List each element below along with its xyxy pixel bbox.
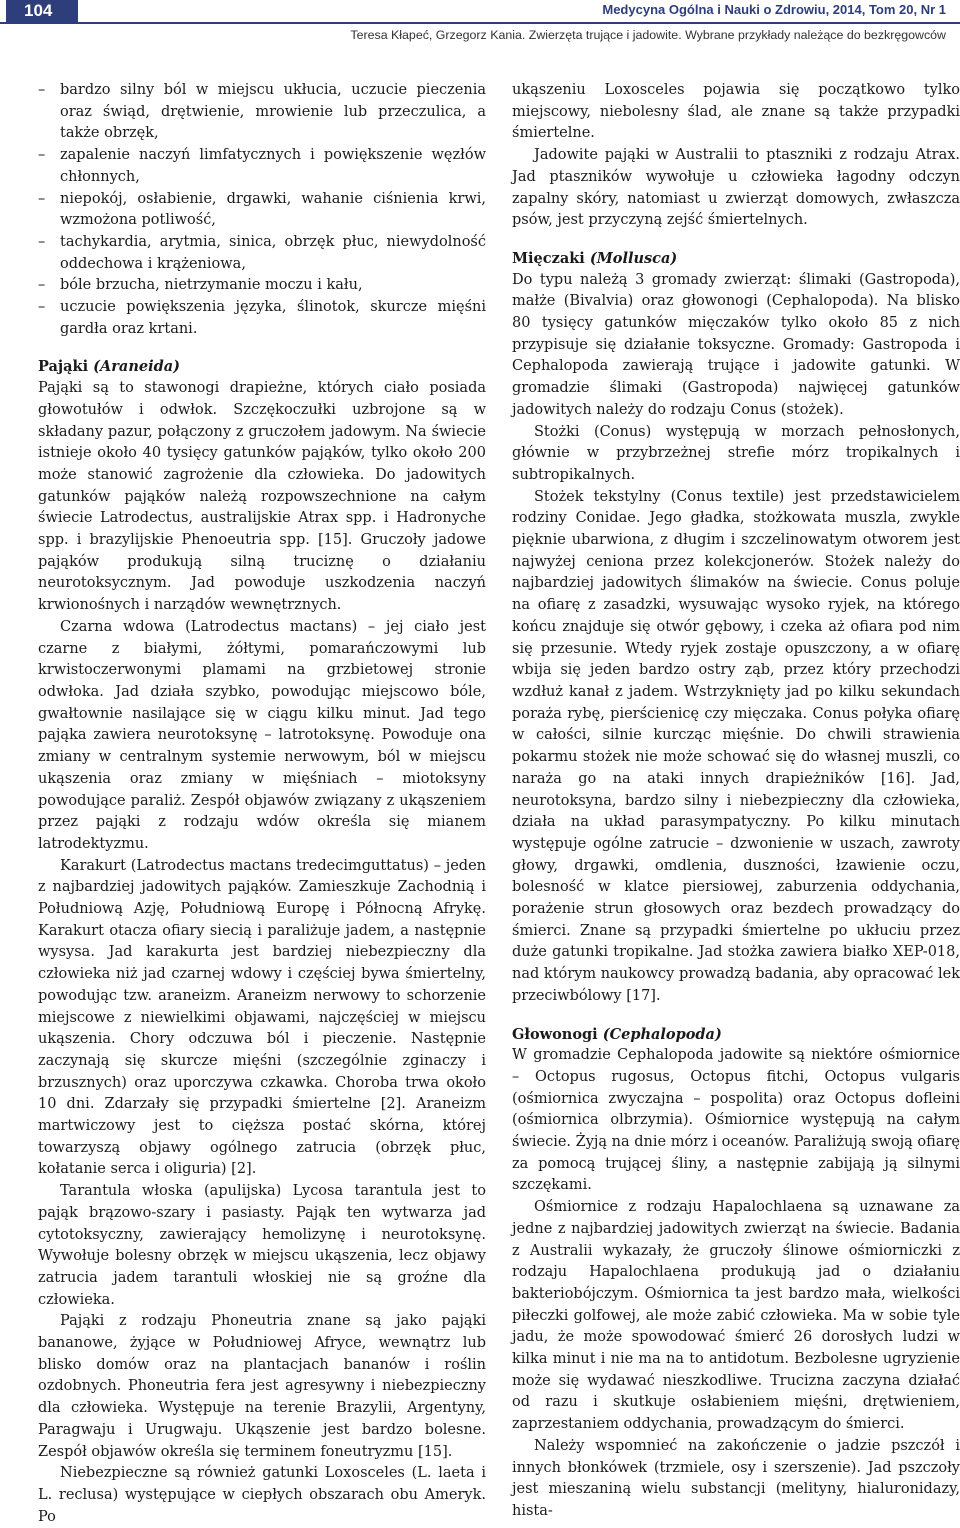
symptom-item: – niepokój, osłabienie, drgawki, wahanie ciśnienia krwi, wzmożona potliwość, <box>38 189 486 232</box>
section-heading-molluscs: Mięczaki (Mollusca) <box>512 249 678 267</box>
paragraph: Karakurt (Latrodectus mactans tredecimguttatus) – jeden z najbardziej jadowitych pająków. Zamieszkuje Zachodnią i Południową Azję, Południową Europę i Północną Afrykę. Karakurt otacza ofiary siecią i paraliżuje jadem, a następnie wysysa. Jad karakurta jest bardziej niebezpieczny dla człowieka niż jad czarnej wdowy i częściej bywa śmiertelny, powodując tzw. araneizm. Araneizm nerwowy to schorzenie miejscowe z niewielkimi objawami, najczęściej w miejscu ukąszenia. Chory odczuwa ból i pieczenie. Następnie zaczynają się skurcze mięśni (szczególnie zginaczy i brzusznych) oraz uporczywa czkawka. Choroba trwa około 10 dni. Zdarzały się przypadki śmiertelne [2]. Araneizm martwiczowy jest to cięższa postać skórna, której towarzyszą objawy ogólnego zatrucia (obrzęk płuc, kołatanie serca i oliguria) [2]. <box>38 857 486 1178</box>
paragraph: Pająki z rodzaju Phoneutria znane są jako pająki bananowe, żyjące w Południowej Afryce, wewnątrz lub blisko domów oraz na plantacjach bananów i roślin ozdobnych. Phoneutria fera jest agresywny i niebezpieczny dla człowieka. Występuje na terenie Brazylii, Argentyny, Paragwaju i Urugwaju. Ukąszenie jest bardzo bolesne. Zespół objawów określa się terminem foneutryzmu [15]. <box>38 1313 486 1460</box>
symptom-item: – bardzo silny ból w miejscu ukłucia, uczucie pieczenia oraz świąd, drętwienie, mrowienie lub przeczulica, a także obrzęk, <box>38 80 486 145</box>
running-head: Teresa Kłapeć, Grzegorz Kania. Zwierzęta trujące i jadowite. Wybrane przykłady należące do bezkręgowców <box>350 28 946 42</box>
right-column <box>512 80 960 1523</box>
paragraph: ukąszeniu Loxosceles pojawia się początkowo tylko miejscowy, niebolesny ślad, ale znane są także przypadki śmiertelne. <box>512 82 960 142</box>
page-header <box>0 0 960 26</box>
page-number: 104 <box>6 0 78 22</box>
symptom-item: – zapalenie naczyń limfatycznych i powiększenie węzłów chłonnych, <box>38 145 486 188</box>
symptom-item: – tachykardia, arytmia, sinica, obrzęk płuc, niewydolność oddechowa i krążeniowa, <box>38 232 486 275</box>
paragraph: Stożki (Conus) występują w morzach pełnosłonych, głównie w przybrzeżnej strefie mórz tropikalnych i subtropikalnych. <box>512 423 960 483</box>
paragraph: Jadowite pająki w Australii to ptaszniki z rodzaju Atrax. Jad ptaszników wywołuje u człowieka łagodny odczyn zapalny skóry, natomiast u zwierząt domowych, zwłaszcza psów, jest przyczyną zejść śmiertelnych. <box>512 147 960 229</box>
paragraph: W gromadzie Cephalopoda jadowite są niektóre ośmiornice – Octopus rugosus, Octopus fitchi, Octopus vulgaris (ośmiornica zwyczajna – pospolita) oraz Octopus dofleini (ośmiornica olbrzymia). Ośmiornice występują na całym świecie. Żyją na dnie mórz i oceanów. Paraliżują swoją ofiarę za pomocą trującej śliny, a następnie zabijają ją silnymi szczękami. <box>512 1047 960 1194</box>
header-rule <box>0 22 960 24</box>
paragraph: Czarna wdowa (Latrodectus mactans) – jej ciało jest czarne z białymi, żółtymi, pomarańczowymi lub krwistoczerwonymi plamami na grzbietowej stronie odwłoka. Jad działa szybko, powodując miejscowo bóle, gwałtownie nasilające się w ciągu kilku minut. Jad tego pająka zawiera neurotoksynę – latrotoksynę. Powoduje ona zmiany w centralnym systemie nerwowym, ból w miejscu ukąszenia oraz zmiany w mięśniach – miotoksyny powodujące paraliż. Zespół objawów związany z ukąszeniem przez pająki z rodzaju wdów określa się mianem latrodektyzmu. <box>38 618 486 852</box>
paragraph: Do typu należą 3 gromady zwierząt: ślimaki (Gastropoda), małże (Bivalvia) oraz głowonogi (Cephalopoda). Na blisko 80 tysięcy gatunków mięczaków tylko około 85 z nich przypisuje się działanie toksyczne. Gromady: Gastropoda i Cephalopoda zawierają trujące i jadowite gatunki. W gromadzie ślimaki (Gastropoda) najwięcej gatunków jadowitych należy do rodzaju Conus (stożek). <box>512 271 960 418</box>
section-heading-cephalopods: Głowonogi (Cephalopoda) <box>512 1025 722 1043</box>
paragraph: Należy wspomnieć na zakończenie o jadzie pszczół i innych błonkówek (trzmiele, osy i szerszenie). Jad pszczoły jest mieszaniną wielu substancji (melityny, hialuronidazy, hista- <box>512 1437 960 1519</box>
symptom-item: – bóle brzucha, nietrzymanie moczu i kału, <box>38 275 486 297</box>
left-column <box>38 80 486 1528</box>
section-heading-spiders: Pająki (Araneida) <box>38 358 180 376</box>
journal-citation: Medycyna Ogólna i Nauki o Zdrowiu, 2014, Tom 20, Nr 1 <box>602 2 946 17</box>
paragraph: Niebezpieczne są również gatunki Loxosceles (L. laeta i L. reclusa) występujące w ciepłych obszarach obu Ameryk. Po <box>38 1465 486 1525</box>
symptom-item: – uczucie powiększenia języka, ślinotok, skurcze mięśni gardła oraz krtani. <box>38 297 486 340</box>
symptom-list <box>38 80 486 340</box>
paragraph: Ośmiornice z rodzaju Hapalochlaena są uznawane za jedne z najbardziej jadowitych zwierząt na świecie. Badania z Australii wykazały, że gruczoły ślinowe ośmiorniczki z rodzaju Hapalochlaena produkują jad o działaniu bakteriobójczym. Ośmiornica ta jest bardzo mała, wielkości piłeczki golfowej, ale może zabić człowieka. Ma w sobie tyle jadu, że może spowodować śmierć 26 dorosłych ludzi w kilka minut i nie ma na to antidotum. Bezbolesne ugryzienie może się wydawać nieszkodliwe. Trucizna zaczyna działać od razu i skutkuje osłabieniem mięśni, drętwieniem, zaprzestaniem oddychania, prowadzącym do śmierci. <box>512 1199 960 1433</box>
paragraph: Tarantula włoska (apulijska) Lycosa tarantula jest to pająk brązowo-szary i pasiasty. Pająk ten wytwarza jad cytotoksyczny, zawierający hemolizynę i neurotoksynę. Wywołuje bolesny obrzęk w miejscu ukąszenia, lecz objawy zatrucia jadem tarantuli włoskiej nie są groźne dla człowieka. <box>38 1183 486 1308</box>
paragraph: Pająki są to stawonogi drapieżne, których ciało posiada głowotułów i odwłok. Szczękoczułki uzbrojone są w składany pazur, połączony z gruczołem jadowym. Na świecie istnieje około 40 tysięcy gatunków pająków, tylko około 200 może stanowić zagrożenie dla człowieka. Do jadowitych gatunków pająków należą rozpowszechnione na całym świecie Latrodectus, australijskie Atrax spp. i Hadronyche spp. i brazylijskie Phenoeutria spp. [15]. Gruczoły jadowe pająków produkują silną truciznę o działaniu neurotoksycznym. Jad powoduje uszkodzenia naczyń krwionośnych i narządów wewnętrznych. <box>38 380 486 614</box>
paragraph: Stożek tekstylny (Conus textile) jest przedstawicielem rodziny Conidae. Jego gładka, stożkowata muszla, zwykle pięknie ubarwiona, z długim i szczelinowatym otworem jest najwyżej ceniona przez kolekcjonerów. Stożek należy do najbardziej jadowitych ślimaków na świecie. Conus poluje na ofiarę z zasadzki, wysuwając wysoko ryjek, na którego końcu znajduje się otwór gębowy, i czeka aż ofiara pod nim się przesunie. Wtedy ryjek zostaje opuszczony, a w ofiarę wbija się jeden bardzo ostry ząb, przez który przechodzi wzdłuż kanał z jadem. Wstrzyknięty jad po kilku sekundach poraża rybę, pierścienicę czy mięczaka. Conus połyka ofiarę w całości, silnie kurcząc mięśnie. Do chwili strawienia pokarmu stożek nie może schować się do własnej muszli, co naraża go na ataki innych drapieżników [16]. Jad, neurotoksyna, bardzo silny i niebezpieczny dla człowieka, działa na układ parasympatyczny. Po kilku minutach występuje ogólne zatrucie – dzwonienie w uszach, zawroty głowy, drgawki, omdlenia, duszności, łzawienie oczu, bolesność w klatce piersiowej, zaburzenia oddychania, porażenie strun głosowych oraz bezdech prowadzący do śmierci. Znane są przypadki śmiertelne po ukłuciu przez duże gatunki tropikalne. Jad stożka zawiera białko XEP-018, nad którym naukowcy prowadzą badania, aby opracować lek przeciwbólowy [17]. <box>512 488 960 1004</box>
